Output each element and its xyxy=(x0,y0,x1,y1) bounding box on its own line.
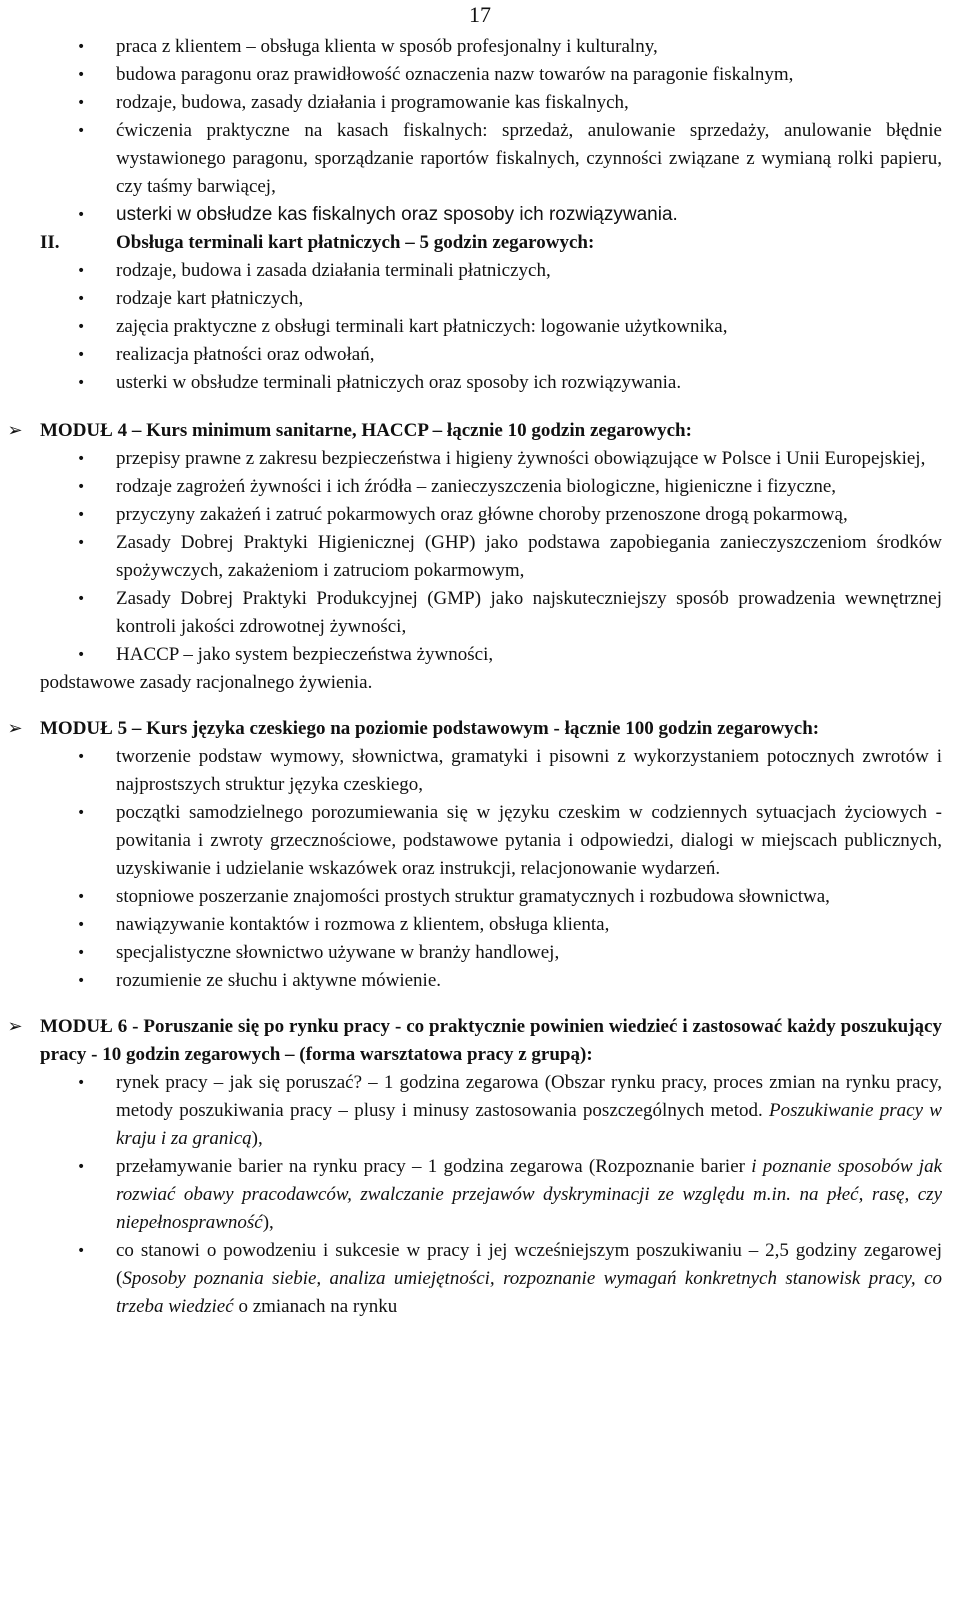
intro-list-sans xyxy=(40,201,942,229)
item-italic-text: Sposoby poznania siebie, analiza umiejętności, rozpoznanie wymagań konkretnych stanowisk pracy, co trzeba wiedzieć xyxy=(116,1268,942,1317)
document-body xyxy=(7,33,943,1321)
module-6-heading xyxy=(7,1013,942,1069)
list-item: • usterki w obsłudze kas fiskalnych oraz sposoby ich rozwiązywania. xyxy=(40,201,942,229)
list-item: • przepisy prawne z zakresu bezpieczeństwa i higieny żywności obowiązujące w Polsce i Unii Europejskiej, xyxy=(40,445,942,473)
item-text: rynek pracy – jak się poruszać? – 1 godzina zegarowa (Obszar rynku pracy, proces zmian na rynku pracy, metody poszukiwania pracy – plusy i minusy zastosowania poszczególnych metod. xyxy=(116,1072,942,1121)
intro-list xyxy=(40,33,942,201)
list-item: • HACCP – jako system bezpieczeństwa żywności, xyxy=(40,641,942,669)
list-item: • stopniowe poszerzanie znajomości prostych struktur gramatycznych i rozbudowa słownictwa, xyxy=(40,883,942,911)
list-item: • rozumienie ze słuchu i aktywne mówienie. xyxy=(40,967,942,995)
section-2-title xyxy=(40,229,942,257)
list-item xyxy=(40,1069,942,1153)
item-tail-text: o zmianach na rynku xyxy=(233,1296,398,1317)
list-item: • przyczyny zakażeń i zatruć pokarmowych oraz główne choroby przenoszone drogą pokarmową, xyxy=(40,501,942,529)
item-tail-text: ), xyxy=(251,1128,263,1149)
list-item: • specjalistyczne słownictwo używane w branży handlowej, xyxy=(40,939,942,967)
module-6-title: MODUŁ 6 - Poruszanie się po rynku pracy - co praktycznie powinien wiedzieć i zastosować każdy poszukujący pracy - 10 godzin zegarowych – (forma warsztatowa pracy z grupą): xyxy=(40,1016,942,1065)
list-item: • początki samodzielnego porozumiewania się w języku czeskim w codziennych sytuacjach życiowych - powitania i zwroty grzecznościowe, podstawowe pytania i odpowiedzi, dialogi w miejscach publicznych, uzyskiwanie i udzielanie wskazówek oraz instrukcji, relacjonowanie wydarzeń. xyxy=(40,799,942,883)
module-5-heading xyxy=(7,715,942,743)
module-4-heading xyxy=(7,417,942,445)
arrow-bullet-icon: ➢ xyxy=(7,420,23,441)
module-4-title: MODUŁ 4 – Kurs minimum sanitarne, HACCP – łącznie 10 godzin zegarowych: xyxy=(40,420,692,441)
arrow-bullet-icon: ➢ xyxy=(7,718,23,739)
list-item: • rodzaje, budowa i zasada działania terminali płatniczych, xyxy=(40,257,942,285)
list-item: • rodzaje zagrożeń żywności i ich źródła – zanieczyszczenia biologiczne, higieniczne i fizyczne, xyxy=(40,473,942,501)
item-text: co stanowi o powodzeniu i sukcesie w pracy i jej wcześniejszym poszukiwaniu – 2,5 godziny zegarowej ( xyxy=(116,1240,942,1289)
module-6-list xyxy=(40,1069,942,1321)
list-item: • praca z klientem – obsługa klienta w sposób profesjonalny i kulturalny, xyxy=(40,33,942,61)
item-italic-text: Poszukiwanie pracy w kraju i za granicą xyxy=(116,1100,942,1149)
item-tail-text: ), xyxy=(262,1212,274,1233)
module-4-list xyxy=(40,445,942,669)
list-item: • zajęcia praktyczne z obsługi terminali kart płatniczych: logowanie użytkownika, xyxy=(40,313,942,341)
list-item xyxy=(40,1153,942,1237)
module-4-trailing-text: podstawowe zasady racjonalnego żywienia. xyxy=(40,672,373,693)
list-item: • nawiązywanie kontaktów i rozmowa z klientem, obsługa klienta, xyxy=(40,911,942,939)
list-item xyxy=(40,1237,942,1321)
list-item: • ćwiczenia praktyczne na kasach fiskalnych: sprzedaż, anulowanie sprzedaży, anulowanie błędnie wystawionego paragonu, sporządzanie raportów fiskalnych, czynności związane z wymianą rolki papieru, czy taśmy barwiącej, xyxy=(40,117,942,201)
item-italic-text: i poznanie sposobów jak rozwiać obawy pracodawców, zwalczanie przejawów dyskryminacji ze względu m.in. na płeć, rasę, czy niepełnosprawność xyxy=(116,1156,943,1233)
list-item: • Zasady Dobrej Praktyki Higienicznej (GHP) jako podstawa zapobiegania zanieczyszczeniom środków spożywczych, zakażeniom i zatruciom pokarmowym, xyxy=(40,529,942,585)
list-item: • Zasady Dobrej Praktyki Produkcyjnej (GMP) jako najskuteczniejszy sposób prowadzenia wewnętrznej kontroli jakości zdrowotnej żywności, xyxy=(40,585,942,641)
list-item: • tworzenie podstaw wymowy, słownictwa, gramatyki i pisowni z wykorzystaniem potocznych zwrotów i najprostszych struktur języka czeskiego, xyxy=(40,743,942,799)
list-item: • rodzaje, budowa, zasady działania i programowanie kas fiskalnych, xyxy=(40,89,942,117)
section-2-list xyxy=(40,257,942,397)
section-2-heading: Obsługa terminali kart płatniczych – 5 godzin zegarowych: xyxy=(116,232,595,253)
section-2-numeral: II. xyxy=(40,232,60,253)
page-number: 17 xyxy=(469,2,491,27)
list-item: • usterki w obsłudze terminali płatniczych oraz sposoby ich rozwiązywania. xyxy=(40,369,942,397)
module-5-title: MODUŁ 5 – Kurs języka czeskiego na poziomie podstawowym - łącznie 100 godzin zegarowych: xyxy=(40,718,820,739)
list-item: • rodzaje kart płatniczych, xyxy=(40,285,942,313)
list-item: • budowa paragonu oraz prawidłowość oznaczenia nazw towarów na paragonie fiskalnym, xyxy=(40,61,942,89)
list-item: • realizacja płatności oraz odwołań, xyxy=(40,341,942,369)
item-text: przełamywanie barier na rynku pracy – 1 godzina zegarowa (Rozpoznanie barier xyxy=(116,1156,752,1177)
module-5-list xyxy=(40,743,942,995)
arrow-bullet-icon: ➢ xyxy=(7,1016,23,1037)
